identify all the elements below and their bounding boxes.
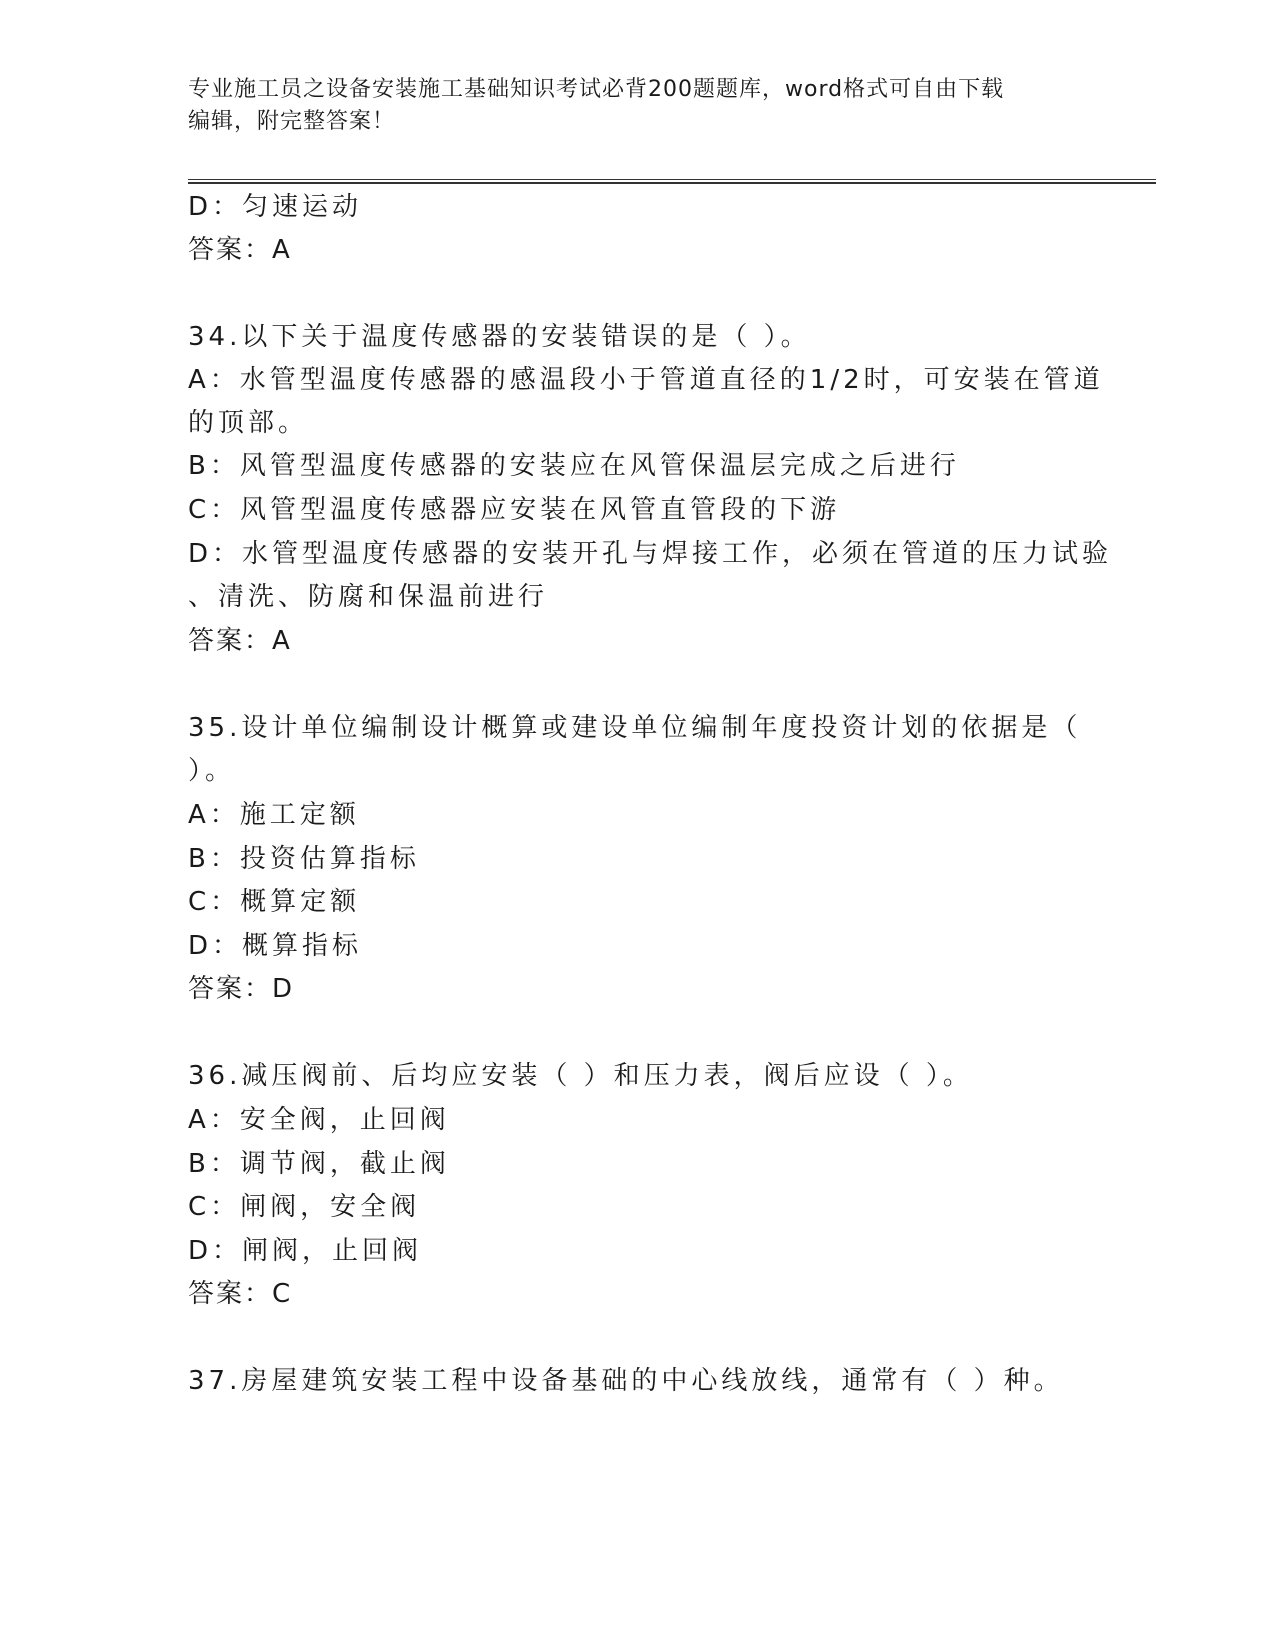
q34-answer: 答案：A xyxy=(188,626,292,656)
q36-answer: 答案：C xyxy=(188,1279,293,1309)
q34-option-d: D：水管型温度传感器的安装开孔与焊接工作，必须在管道的压力试验 xyxy=(188,539,1113,569)
q36-stem: 36.减压阀前、后均应安装（ ）和压力表，阀后应设（ ）。 xyxy=(188,1061,973,1091)
q34-stem: 34.以下关于温度传感器的安装错误的是（ ）。 xyxy=(188,322,811,352)
q36-option-c: C：闸阀，安全阀 xyxy=(188,1192,421,1222)
prev-option-d: D：匀速运动 xyxy=(188,192,363,222)
q34-option-a-cont: 的顶部。 xyxy=(188,408,309,438)
q34-option-c: C：风管型温度传感器应安装在风管直管段的下游 xyxy=(188,495,841,525)
q35-answer: 答案：D xyxy=(188,974,295,1004)
q35-stem: 35.设计单位编制设计概算或建设单位编制年度投资计划的依据是（ xyxy=(188,713,1082,743)
q36-option-d: D：闸阀，止回阀 xyxy=(188,1236,423,1266)
prev-answer: 答案：A xyxy=(188,235,292,265)
q34-option-b: B：风管型温度传感器的安装应在风管保温层完成之后进行 xyxy=(188,451,960,481)
header-line-2: 编辑，附完整答案！ xyxy=(188,109,396,134)
q35-stem-cont: ）。 xyxy=(188,756,236,786)
q34-option-a: A：水管型温度传感器的感温段小于管道直径的1/2时，可安装在管道 xyxy=(188,365,1104,395)
q36-option-a: A：安全阀，止回阀 xyxy=(188,1105,450,1135)
q37-stem: 37.房屋建筑安装工程中设备基础的中心线放线，通常有（ ）种。 xyxy=(188,1366,1064,1396)
header-divider xyxy=(188,179,1156,184)
header-line-1: 专业施工员之设备安装施工基础知识考试必背200题题库，word格式可自由下载 xyxy=(188,77,1005,102)
q35-option-b: B：投资估算指标 xyxy=(188,844,420,874)
q36-option-b: B：调节阀，截止阀 xyxy=(188,1149,450,1179)
q35-option-a: A：施工定额 xyxy=(188,800,360,830)
q35-option-c: C：概算定额 xyxy=(188,887,361,917)
q34-option-d-cont: 、清洗、防腐和保温前进行 xyxy=(188,582,549,612)
document-header xyxy=(188,74,1088,138)
q35-option-d: D：概算指标 xyxy=(188,931,363,961)
